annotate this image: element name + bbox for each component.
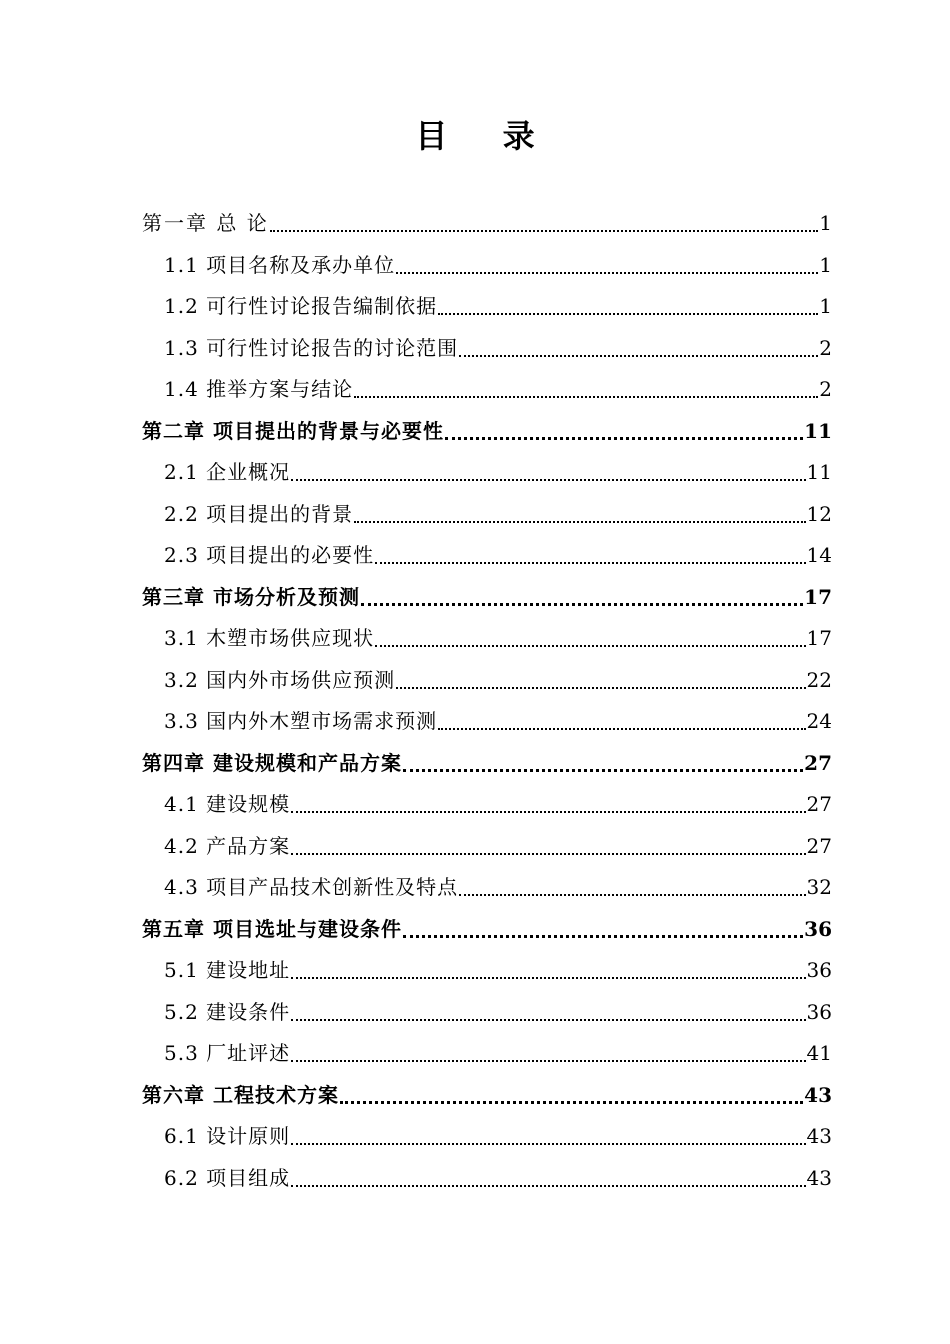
toc-entry-label: 6.1 设计原则	[164, 1124, 291, 1148]
toc-page-number: 27	[806, 833, 832, 858]
toc-page-number: 14	[806, 543, 832, 567]
toc-dot-leader	[445, 417, 803, 440]
toc-page-number: 36	[804, 916, 832, 941]
toc-chapter-entry[interactable]	[142, 743, 832, 785]
toc-page-number: 11	[806, 460, 832, 484]
toc-page-number: 43	[806, 1124, 832, 1148]
toc-entry-label: 4.2 产品方案	[164, 833, 291, 858]
toc-page-number: 11	[804, 418, 832, 443]
toc-page-number: 17	[806, 626, 832, 650]
toc-page-number: 32	[806, 875, 832, 899]
toc-section-entry[interactable]	[142, 950, 832, 992]
toc-section-entry[interactable]	[142, 660, 832, 702]
toc-entry-label: 1.4 推举方案与结论	[164, 377, 354, 401]
toc-section-entry[interactable]	[142, 826, 832, 868]
toc-entry-label: 第五章 项目选址与建设条件	[142, 916, 402, 941]
toc-dot-leader	[403, 749, 803, 772]
toc-entry-label: 3.1 木塑市场供应现状	[164, 626, 375, 650]
toc-dot-leader	[438, 293, 818, 315]
toc-entry-label: 6.2 项目组成	[164, 1165, 291, 1190]
toc-dot-leader	[459, 874, 805, 896]
toc-page-number: 1	[819, 252, 832, 277]
toc-section-entry[interactable]	[142, 1033, 832, 1075]
toc-page-number: 43	[804, 1082, 832, 1107]
toc-dot-leader	[438, 708, 805, 730]
toc-page-number: 22	[806, 667, 832, 692]
toc-section-entry[interactable]	[142, 245, 832, 287]
toc-entry-label: 第六章 工程技术方案	[142, 1082, 339, 1107]
toc-dot-leader	[291, 1165, 805, 1187]
toc-entry-label: 3.2 国内外市场供应预测	[164, 667, 396, 692]
toc-section-entry[interactable]	[142, 286, 832, 328]
toc-entry-label: 1.3 可行性讨论报告的讨论范围	[164, 335, 459, 360]
toc-dot-leader	[361, 583, 803, 606]
toc-page-number: 43	[806, 1165, 832, 1190]
toc-dot-leader	[291, 833, 805, 855]
toc-chapter-entry[interactable]	[142, 577, 832, 619]
toc-dot-leader	[459, 335, 818, 357]
toc-page-number: 27	[806, 792, 832, 816]
toc-entry-label: 第四章 建设规模和产品方案	[142, 750, 402, 775]
toc-dot-leader	[403, 915, 803, 938]
toc-section-entry[interactable]	[142, 1158, 832, 1200]
toc-dot-leader	[375, 625, 805, 647]
toc-dot-leader	[396, 252, 818, 274]
toc-chapter-entry[interactable]	[142, 411, 832, 453]
toc-chapter-entry[interactable]	[142, 203, 832, 245]
toc-section-entry[interactable]	[142, 1116, 832, 1158]
toc-entry-label: 4.3 项目产品技术创新性及特点	[164, 875, 459, 899]
toc-dot-leader	[291, 791, 805, 813]
toc-entry-label: 5.2 建设条件	[164, 999, 291, 1024]
toc-entry-label: 5.1 建设地址	[164, 958, 291, 982]
toc-section-entry[interactable]	[142, 701, 832, 743]
toc-entry-label: 第二章 项目提出的背景与必要性	[142, 418, 444, 443]
toc-chapter-entry[interactable]	[142, 1075, 832, 1117]
toc-page-number: 27	[804, 750, 832, 775]
toc-entry-label: 3.3 国内外木塑市场需求预测	[164, 709, 438, 733]
toc-section-entry[interactable]	[142, 618, 832, 660]
toc-section-entry[interactable]	[142, 369, 832, 411]
toc-dot-leader	[291, 957, 805, 979]
toc-section-entry[interactable]	[142, 867, 832, 909]
page-title: 目 录	[415, 117, 557, 155]
toc-section-entry[interactable]	[142, 784, 832, 826]
toc-dot-leader	[270, 210, 819, 232]
toc-section-entry[interactable]	[142, 328, 832, 370]
toc-dot-leader	[396, 667, 805, 689]
toc-chapter-entry[interactable]	[142, 909, 832, 951]
toc-dot-leader	[291, 999, 805, 1021]
toc-page-number: 17	[804, 584, 832, 609]
toc-page-number: 12	[806, 501, 832, 526]
table-of-contents	[142, 203, 832, 1199]
toc-dot-leader	[340, 1081, 803, 1104]
toc-dot-leader	[354, 501, 805, 523]
toc-section-entry[interactable]	[142, 494, 832, 536]
toc-page-number: 1	[819, 211, 832, 235]
toc-page-number: 2	[819, 377, 832, 401]
toc-dot-leader	[291, 459, 805, 481]
toc-section-entry[interactable]	[142, 452, 832, 494]
toc-entry-label: 2.2 项目提出的背景	[164, 501, 354, 526]
toc-entry-label: 第一章 总 论	[142, 211, 269, 235]
toc-entry-label: 第三章 市场分析及预测	[142, 584, 360, 609]
toc-page-number: 36	[806, 999, 832, 1024]
toc-entry-label: 5.3 厂址评述	[164, 1041, 291, 1065]
toc-entry-label: 4.1 建设规模	[164, 792, 291, 816]
toc-page-number: 1	[819, 294, 832, 318]
toc-dot-leader	[291, 1040, 805, 1062]
toc-dot-leader	[354, 376, 818, 398]
toc-entry-label: 1.1 项目名称及承办单位	[164, 252, 396, 277]
toc-dot-leader	[291, 1123, 805, 1145]
toc-page-number: 2	[819, 335, 832, 360]
toc-dot-leader	[375, 542, 805, 564]
toc-section-entry[interactable]	[142, 535, 832, 577]
toc-entry-label: 2.1 企业概况	[164, 460, 291, 484]
toc-section-entry[interactable]	[142, 992, 832, 1034]
toc-entry-label: 1.2 可行性讨论报告编制依据	[164, 294, 438, 318]
toc-entry-label: 2.3 项目提出的必要性	[164, 543, 375, 567]
toc-page-number: 24	[806, 709, 832, 733]
toc-page-number: 36	[806, 958, 832, 982]
toc-page-number: 41	[806, 1041, 832, 1065]
